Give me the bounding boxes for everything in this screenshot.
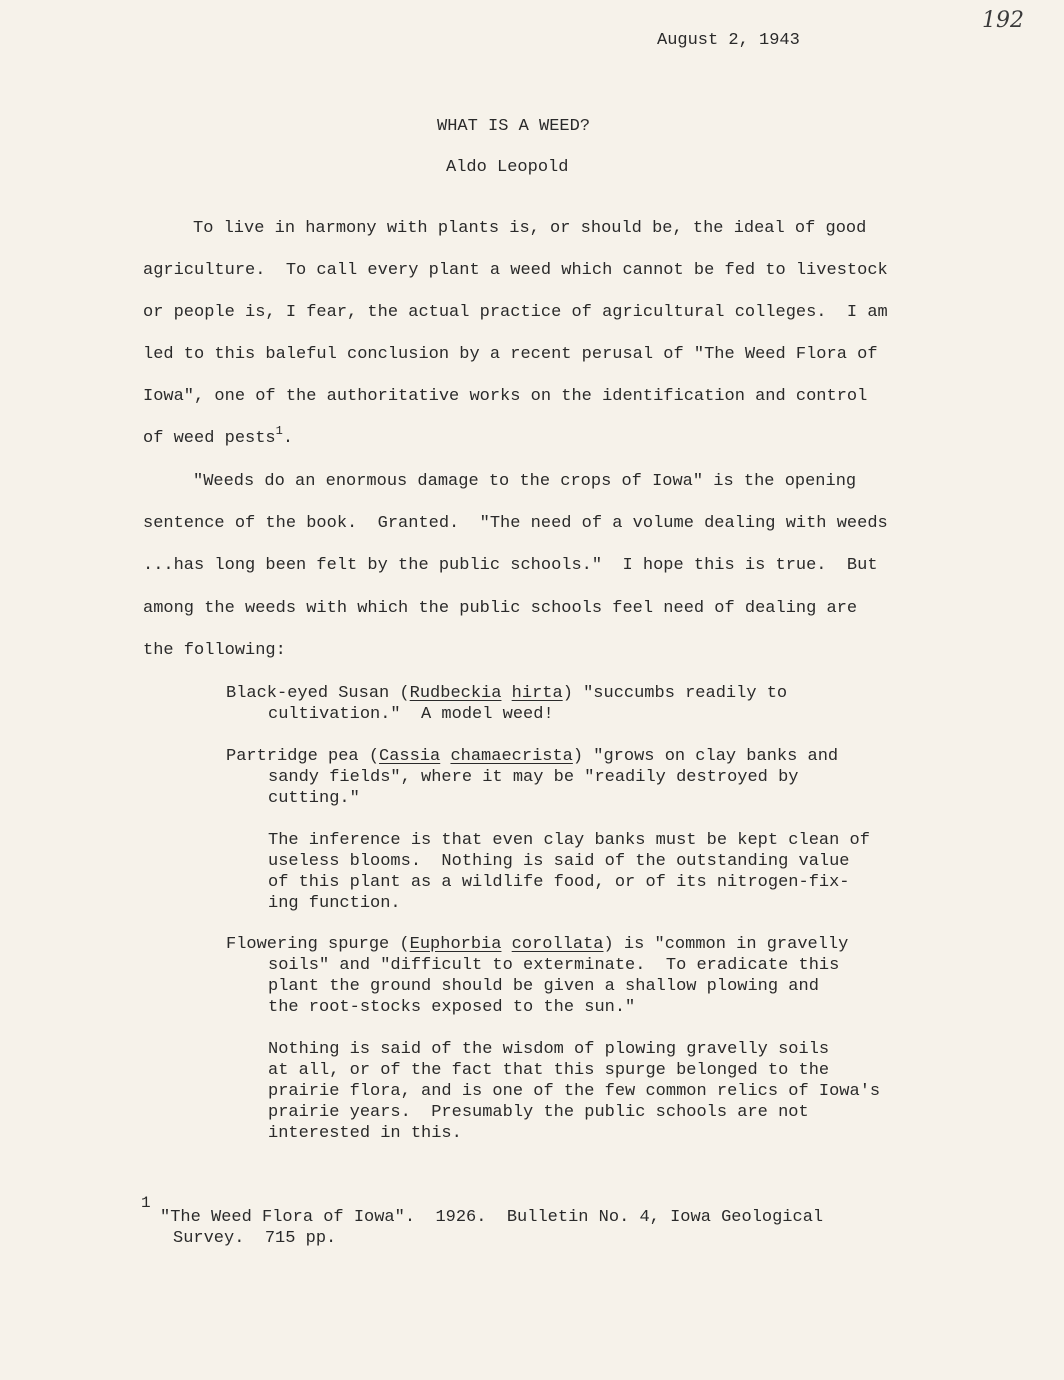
entry-text: Flowering spurge ( [226,935,410,954]
genus-name: Cassia [379,747,441,766]
genus-name: Rudbeckia [409,684,502,703]
entry-text: ) "succumbs readily to [562,684,788,703]
paragraph-line: Iowa", one of the authoritative works on the identification and control [143,387,868,406]
entry-text: ) "grows on clay banks and [572,747,839,766]
footnote-reference: 1 [275,424,283,438]
page-number: 192 [982,8,1024,33]
paragraph-line [143,424,294,448]
paragraph-line: the following: [143,641,286,660]
line-text: of weed pests [143,429,276,448]
footnote-marker: 1 [141,1194,151,1212]
entry-line: plant the ground should be given a shallow plowing and [268,977,819,996]
entry-line [226,935,848,954]
document-author: Aldo Leopold [446,158,569,177]
commentary-line: prairie flora, and is one of the few common relics of Iowa's [268,1082,881,1101]
species-name: corollata [511,935,604,954]
commentary-line: interested in this. [268,1124,462,1143]
entry-line: the root-stocks exposed to the sun." [268,998,636,1017]
entry-line [226,684,787,703]
footnote-line: Survey. 715 pp. [173,1229,337,1248]
paragraph-line: or people is, I fear, the actual practice of agricultural colleges. I am [143,303,888,322]
paragraph-line: sentence of the book. Granted. "The need of a volume dealing with weeds [143,514,888,533]
commentary-line: Nothing is said of the wisdom of plowing gravelly soils [268,1040,830,1059]
line-text: . [282,429,294,448]
entry-line: sandy fields", where it may be "readily destroyed by [268,768,799,787]
paragraph-line: among the weeds with which the public schools feel need of dealing are [143,599,858,618]
entry-text: ) is "common in gravelly [603,935,849,954]
paragraph-line: agriculture. To call every plant a weed which cannot be fed to livestock [143,261,888,280]
species-name: hirta [511,684,563,703]
paragraph-line: led to this baleful conclusion by a recent perusal of "The Weed Flora of [143,345,878,364]
entry-line: cutting." [268,789,360,808]
footnote-line: "The Weed Flora of Iowa". 1926. Bulletin No. 4, Iowa Geological [160,1208,824,1227]
species-name: chamaecrista [450,747,573,766]
commentary-line: of this plant as a wildlife food, or of its nitrogen-fix- [268,873,850,892]
paragraph-line: ...has long been felt by the public schools." I hope this is true. But [143,556,878,575]
commentary-line: ing function. [268,894,401,913]
entry-text: Partridge pea ( [226,747,380,766]
entry-line [226,747,838,766]
genus-name: Euphorbia [409,935,502,954]
commentary-line: useless blooms. Nothing is said of the outstanding value [268,852,850,871]
entry-line: soils" and "difficult to exterminate. To eradicate this [268,956,840,975]
commentary-line: The inference is that even clay banks must be kept clean of [268,831,870,850]
paragraph-line: To live in harmony with plants is, or should be, the ideal of good [193,219,867,238]
commentary-line: at all, or of the fact that this spurge belonged to the [268,1061,830,1080]
paragraph-line: "Weeds do an enormous damage to the crops of Iowa" is the opening [193,472,857,491]
entry-line: cultivation." A model weed! [268,705,554,724]
entry-text: Black-eyed Susan ( [226,684,410,703]
document-title: WHAT IS A WEED? [437,117,591,136]
document-date: August 2, 1943 [657,31,800,50]
commentary-line: prairie years. Presumably the public schools are not [268,1103,809,1122]
